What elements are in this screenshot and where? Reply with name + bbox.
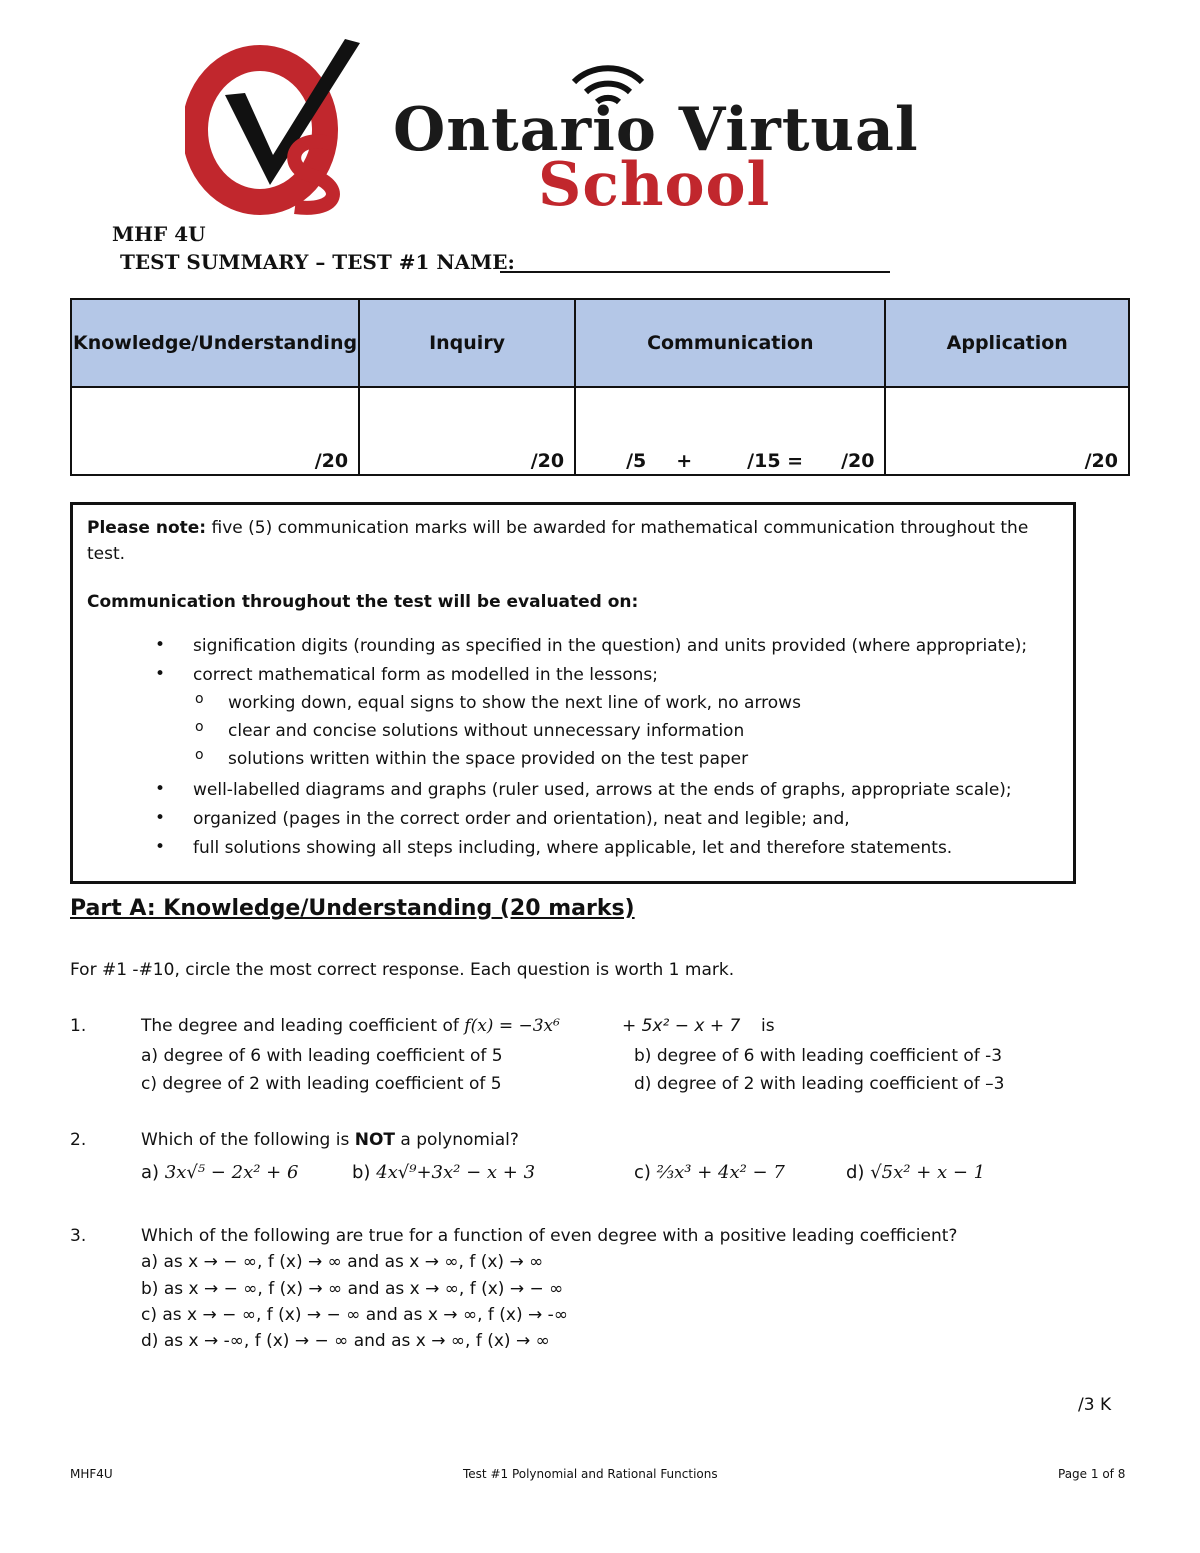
application-score: /20 [1084,450,1118,472]
bullet-dot: • [155,779,166,799]
score-table-header-row [71,299,1129,387]
q2-a-expr: 3x√⁵ − 2x² + 6 [164,1162,299,1183]
course-code: MHF 4U [112,222,206,246]
q1-option-a[interactable]: a) degree of 6 with leading coefficient of 5 [141,1046,503,1066]
part-a-title: Part A: Knowledge/Understanding (20 marks) [70,896,635,921]
name-blank-line[interactable] [500,271,890,273]
q1-option-c[interactable]: c) degree of 2 with leading coefficient of 5 [141,1074,502,1094]
q1-stem-text: The degree and leading coefficient of [141,1016,459,1036]
inquiry-score: /20 [530,450,565,472]
q1-function: f(x) = −3x⁶ [464,1016,560,1036]
bullet-item: full solutions showing all steps including, where applicable, let and therefore statements. [193,838,953,858]
bullet-item: correct mathematical form as modelled in the lessons; [193,665,658,685]
bullet-dot: • [155,635,166,655]
bullet-item: well-labelled diagrams and graphs (ruler used, arrows at the ends of graphs, appropriate scale); [193,780,1012,800]
q2-option-d[interactable] [846,1162,985,1183]
q1-function-rest: + 5x² − x + 7 [622,1016,741,1036]
q3-option-c[interactable]: c) as x → − ∞, f (x) → − ∞ and as x → ∞, f (x) → -∞ [141,1305,568,1325]
note-label: Please note: [87,518,207,538]
part-a-instructions: For #1 -#10, circle the most correct response. Each question is worth 1 mark. [70,960,735,980]
eval-heading: Communication throughout the test will be evaluated on: [87,592,639,612]
comm-part1: /5 [626,450,647,472]
footer-test-title: Test #1 Polynomial and Rational Functions [463,1467,718,1481]
sub-bullet-item: working down, equal signs to show the next line of work, no arrows [228,693,801,713]
q2-number: 2. [70,1130,87,1150]
q1-option-d[interactable]: d) degree of 2 with leading coefficient of –3 [634,1074,1005,1094]
knowledge-score-cell[interactable] [71,387,359,475]
ovs-logo [185,35,375,215]
header-communication: Communication [575,299,885,387]
q3-option-b[interactable]: b) as x → − ∞, f (x) → ∞ and as x → ∞, f (x) → − ∞ [141,1279,564,1299]
score-table-score-row [71,387,1129,475]
org-name-line1: Ontario Virtual [393,95,919,165]
q2-stem [141,1130,519,1150]
knowledge-score: /20 [314,450,349,472]
score-table [70,298,1130,476]
q1-number: 1. [70,1016,87,1036]
q2-option-b[interactable] [352,1162,535,1183]
q2-b-label: b) [352,1162,371,1183]
header-inquiry: Inquiry [359,299,575,387]
sub-bullet-item: clear and concise solutions without unnecessary information [228,721,745,741]
footer-course: MHF4U [70,1467,113,1481]
note-text-line2: test. [87,544,126,564]
sub-bullet-circle: o [195,719,204,735]
q2-option-c[interactable] [634,1162,785,1183]
comm-plus: + [676,450,693,472]
sub-bullet-circle: o [195,747,204,763]
communication-note-box [70,502,1076,884]
bullet-dot: • [155,837,166,857]
q2-stem-bold: NOT [354,1130,396,1150]
q2-c-label: c) [634,1162,651,1183]
q2-d-expr: √5x² + x − 1 [870,1162,986,1183]
note-text-line1: five (5) communication marks will be awarded for mathematical communication throughout the [206,518,1029,538]
q3-option-d[interactable]: d) as x → -∞, f (x) → − ∞ and as x → ∞, f (x) → ∞ [141,1331,550,1351]
application-score-cell[interactable] [885,387,1129,475]
inquiry-score-cell[interactable] [359,387,575,475]
q2-a-label: a) [141,1162,160,1183]
q3-number: 3. [70,1226,87,1246]
q2-b-expr: 4x√⁹+3x² − x + 3 [376,1162,536,1183]
communication-score-cell[interactable] [575,387,885,475]
q2-stem-post: a polynomial? [395,1130,519,1150]
bullet-dot: • [155,664,166,684]
org-name-line2: School [538,150,771,220]
header-application: Application [885,299,1129,387]
sub-bullet-item: solutions written within the space provided on the test paper [228,749,749,769]
q3-stem: Which of the following are true for a function of even degree with a positive leading coefficient? [141,1226,958,1246]
bullet-item: organized (pages in the correct order and orientation), neat and legible; and, [193,809,850,829]
comm-part2: /15 = [747,450,804,472]
q1-stem-end: is [761,1016,775,1036]
q2-option-a[interactable] [141,1162,298,1183]
marks-tally: /3 K [1078,1395,1112,1415]
footer-page-number: Page 1 of 8 [1058,1467,1126,1481]
note-paragraph [87,515,1062,567]
bullet-dot: • [155,808,166,828]
q2-c-expr: ⅔x³ + 4x² − 7 [656,1162,785,1183]
test-title: TEST SUMMARY – TEST #1 NAME: [120,250,515,274]
header-knowledge: Knowledge/Understanding [71,299,359,387]
q3-option-a[interactable]: a) as x → − ∞, f (x) → ∞ and as x → ∞, f (x) → ∞ [141,1252,544,1272]
q1-option-b[interactable]: b) degree of 6 with leading coefficient of -3 [634,1046,1003,1066]
q1-stem [141,1016,560,1036]
q2-d-label: d) [846,1162,865,1183]
bullet-item: signification digits (rounding as specified in the question) and units provided (where appropriate); [193,636,1028,656]
comm-total: /20 [841,450,875,472]
q2-stem-pre: Which of the following is [141,1130,355,1150]
sub-bullet-circle: o [195,691,204,707]
